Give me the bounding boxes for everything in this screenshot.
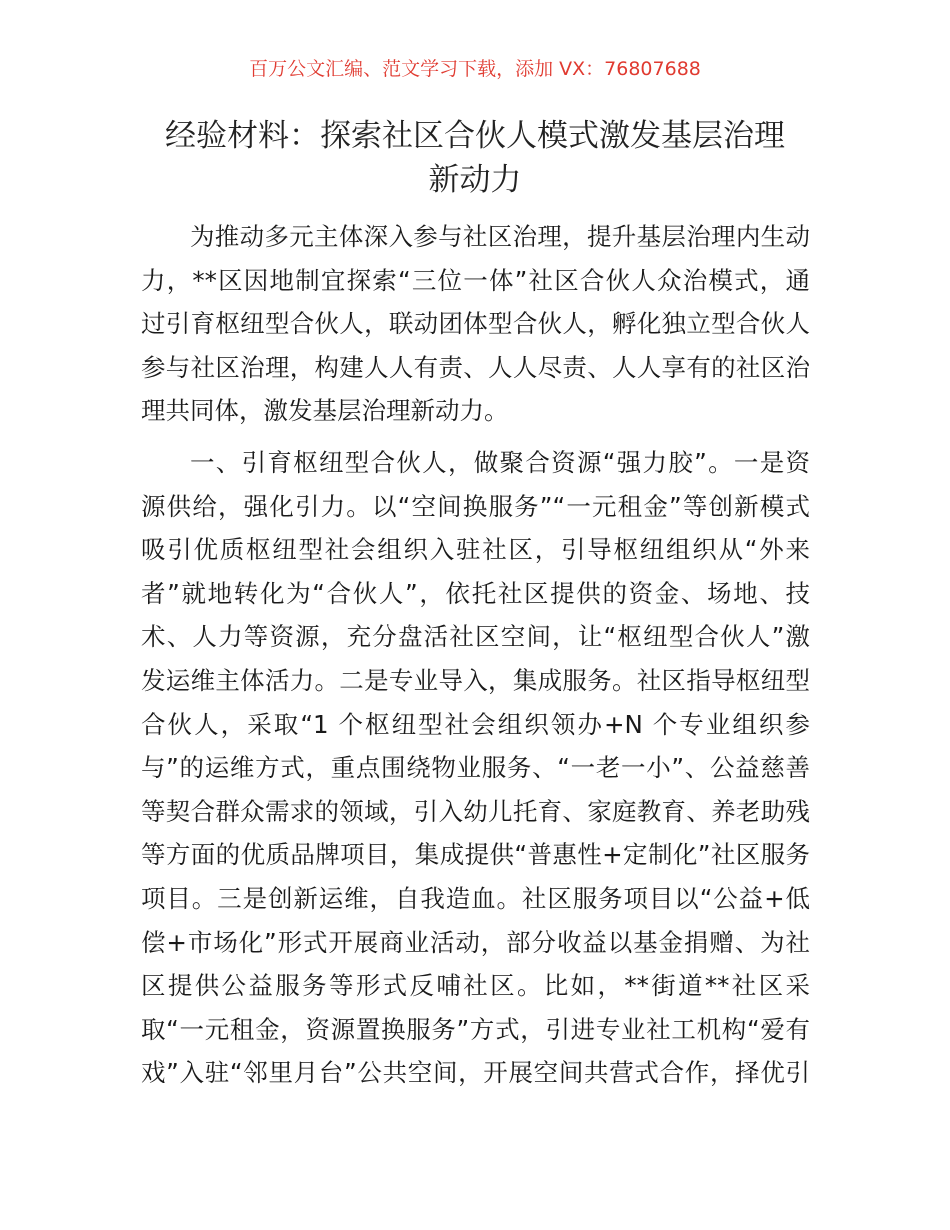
text-line: 参与社区治理，构建人人有责、人人尽责、人人享有的社区治 (141, 352, 810, 382)
text-line: 源供给，强化引力。以“空间换服务”“一元租金”等创新模式 (141, 491, 810, 521)
title-line: 经验材料：探索社区合伙人模式激发基层治理 (165, 118, 785, 154)
text-line: 偿+市场化”形式开展商业活动，部分收益以基金捐赠、为社 (141, 927, 810, 957)
text-line: 等契合群众需求的领域，引入幼儿托育、家庭教育、养老助残 (141, 796, 810, 826)
text-line: 过引育枢纽型合伙人，联动团体型合伙人，孵化独立型合伙人 (141, 309, 810, 339)
text-line: 合伙人，采取“1 个枢纽型社会组织领办+N 个专业组织参 (141, 709, 810, 739)
text-line: 与”的运维方式，重点围绕物业服务、“一老一小”、公益慈善 (141, 753, 810, 783)
text-line: 一、引育枢纽型合伙人，做聚合资源“强力胶”。一是资 (190, 448, 810, 477)
text-line: 等方面的优质品牌项目，集成提供“普惠性+定制化”社区服务 (141, 840, 810, 870)
paragraph-section-1 (141, 441, 810, 1095)
text-line: 力，**区因地制宜探索“三位一体”社区合伙人众治模式，通 (141, 265, 810, 295)
text-line: 发运维主体活力。二是专业导入，集成服务。社区指导枢纽型 (141, 665, 810, 695)
text-line: 戏”入驻“邻里月台”公共空间，开展空间共营式合作，择优引 (141, 1058, 810, 1088)
text-line: 为推动多元主体深入参与社区治理，提升基层治理内生动 (190, 222, 810, 251)
text-line: 术、人力等资源，充分盘活社区空间，让“枢纽型合伙人”激 (141, 622, 810, 652)
text-line: 理共同体，激发基层治理新动力。 (141, 396, 509, 426)
text-line: 者”就地转化为“合伙人”，依托社区提供的资金、场地、技 (141, 578, 810, 608)
text-line: 吸引优质枢纽型社会组织入驻社区，引导枢纽组织从“外来 (141, 535, 810, 565)
text-line: 区提供公益服务等形式反哺社区。比如，**街道**社区采 (141, 971, 810, 1001)
paragraph-intro (141, 215, 810, 433)
watermark-header: 百万公文汇编、范文学习下载，添加 VX：76807688 (249, 58, 701, 80)
text-line: 项目。三是创新运维，自我造血。社区服务项目以“公益+低 (141, 883, 810, 913)
document-title (130, 114, 820, 202)
title-line: 新动力 (428, 162, 522, 198)
text-line: 取“一元租金，资源置换服务”方式，引进专业社工机构“爱有 (141, 1014, 810, 1044)
